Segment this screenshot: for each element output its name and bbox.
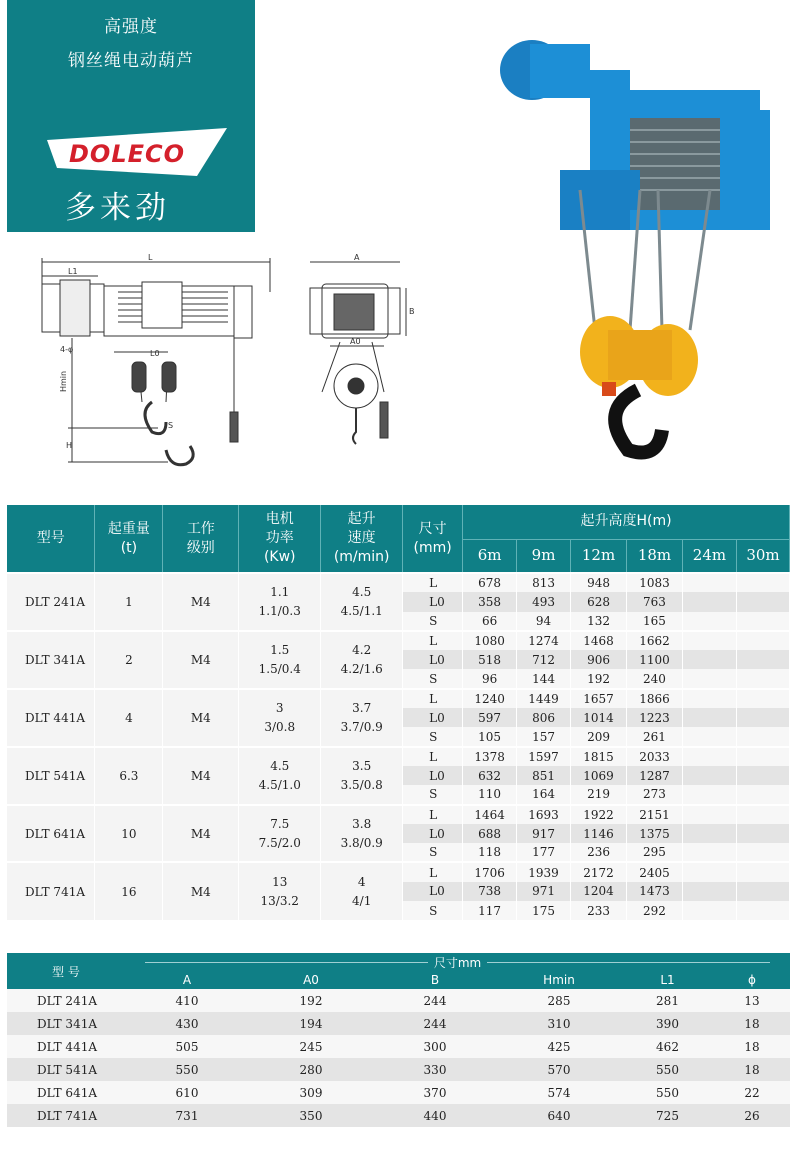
dim-cell-value: 430 xyxy=(125,1012,249,1035)
cell-load: 2 xyxy=(95,631,163,689)
cell-duty: M4 xyxy=(163,689,239,747)
cell-dim-value: 1464 xyxy=(463,805,517,824)
cell-dim-value: 1939 xyxy=(517,862,571,881)
cell-dim-value: 1069 xyxy=(571,766,627,785)
cell-dim-value: 110 xyxy=(463,785,517,804)
cell-speed: 4.2 4.2/1.6 xyxy=(321,631,403,689)
cell-dim-value xyxy=(682,650,736,669)
cell-dim-value: 1223 xyxy=(627,708,683,727)
header-height-3: 18m xyxy=(627,539,683,573)
cell-dim-value: 2405 xyxy=(627,862,683,881)
dim-cell-value: 310 xyxy=(497,1012,621,1035)
cell-model: DLT 541A xyxy=(7,747,95,805)
label-B: B xyxy=(409,307,415,316)
cell-dim-value xyxy=(736,785,789,804)
brand-chinese-name: 多来劲 xyxy=(65,190,170,226)
spec-table xyxy=(7,505,790,920)
cell-dim-value: 628 xyxy=(571,592,627,611)
cell-dim-value: 1100 xyxy=(627,650,683,669)
header-load: 起重量 (t) xyxy=(95,505,163,573)
cell-dim-value xyxy=(682,612,736,631)
cell-dim-value xyxy=(736,612,789,631)
cell-load: 1 xyxy=(95,573,163,631)
cell-dim-value: 806 xyxy=(517,708,571,727)
label-L0: L0 xyxy=(150,349,160,358)
cell-dim-value: 233 xyxy=(571,901,627,920)
cell-dim-key: S xyxy=(403,901,463,920)
cell-dim-value xyxy=(736,631,789,650)
cell-dim-value: 132 xyxy=(571,612,627,631)
cell-dim-value xyxy=(736,727,789,746)
dim-cell-value: 425 xyxy=(497,1035,621,1058)
header-lift-height: 起升高度H(m) xyxy=(463,505,790,539)
dim-cell-value: 550 xyxy=(621,1081,714,1104)
label-L1: L1 xyxy=(68,267,78,276)
cell-dim-value xyxy=(682,785,736,804)
dim-cell-model: DLT 741A xyxy=(7,1104,125,1127)
cell-dim-key: S xyxy=(403,612,463,631)
table-row xyxy=(7,862,790,881)
cell-motor: 1.1 1.1/0.3 xyxy=(239,573,321,631)
cell-dim-value: 209 xyxy=(571,727,627,746)
dim-header-col-2: B xyxy=(373,971,497,989)
table-row xyxy=(7,747,790,766)
label-L: L xyxy=(148,253,153,262)
cell-duty: M4 xyxy=(163,862,239,920)
cell-model: DLT 641A xyxy=(7,805,95,863)
cell-load: 10 xyxy=(95,805,163,863)
cell-dim-value: 295 xyxy=(627,843,683,862)
table-row xyxy=(7,1012,790,1035)
dim-cell-model: DLT 341A xyxy=(7,1012,125,1035)
cell-dim-value xyxy=(682,631,736,650)
cell-speed: 3.8 3.8/0.9 xyxy=(321,805,403,863)
cell-dim-value: 851 xyxy=(517,766,571,785)
table-row xyxy=(7,805,790,824)
cell-dim-value xyxy=(682,882,736,901)
cell-motor: 1.5 1.5/0.4 xyxy=(239,631,321,689)
label-H: H xyxy=(66,441,73,450)
cell-dim-key: L0 xyxy=(403,766,463,785)
cell-dim-value: 1706 xyxy=(463,862,517,881)
dim-cell-value: 505 xyxy=(125,1035,249,1058)
cell-dim-value: 971 xyxy=(517,882,571,901)
cell-dim-value xyxy=(682,573,736,592)
cell-dim-value: 1146 xyxy=(571,824,627,843)
dim-cell-value: 280 xyxy=(249,1058,373,1081)
side-view-drawing xyxy=(38,252,278,482)
header-speed: 起升 速度 (m/min) xyxy=(321,505,403,573)
dim-cell-value: 550 xyxy=(125,1058,249,1081)
dim-cell-value: 574 xyxy=(497,1081,621,1104)
cell-dim-value xyxy=(682,824,736,843)
dim-cell-value: 731 xyxy=(125,1104,249,1127)
cell-dim-value: 144 xyxy=(517,669,571,688)
table-row xyxy=(7,631,790,650)
cell-motor: 4.5 4.5/1.0 xyxy=(239,747,321,805)
dim-cell-value: 309 xyxy=(249,1081,373,1104)
cell-dim-value: 1378 xyxy=(463,747,517,766)
table-row xyxy=(7,1035,790,1058)
dim-cell-model: DLT 641A xyxy=(7,1081,125,1104)
cell-dim-value xyxy=(736,689,789,708)
cell-speed: 4.5 4.5/1.1 xyxy=(321,573,403,631)
cell-dim-value: 917 xyxy=(517,824,571,843)
cell-dim-value: 1468 xyxy=(571,631,627,650)
cell-dim-value: 1375 xyxy=(627,824,683,843)
label-4phi: 4-φ xyxy=(60,345,74,354)
cell-dim-value xyxy=(682,592,736,611)
cell-dim-value: 1204 xyxy=(571,882,627,901)
cell-motor: 7.5 7.5/2.0 xyxy=(239,805,321,863)
cell-duty: M4 xyxy=(163,631,239,689)
cell-dim-value xyxy=(736,901,789,920)
cell-dim-value: 597 xyxy=(463,708,517,727)
cell-dim-value xyxy=(736,882,789,901)
cell-motor: 3 3/0.8 xyxy=(239,689,321,747)
cell-dim-value xyxy=(682,766,736,785)
header-height-2: 12m xyxy=(571,539,627,573)
cell-dim-value xyxy=(736,650,789,669)
cell-duty: M4 xyxy=(163,573,239,631)
cell-dim-value: 813 xyxy=(517,573,571,592)
cell-dim-value: 1083 xyxy=(627,573,683,592)
cell-dim-value: 688 xyxy=(463,824,517,843)
cell-dim-value: 2172 xyxy=(571,862,627,881)
header-height-0: 6m xyxy=(463,539,517,573)
cell-dim-value: 948 xyxy=(571,573,627,592)
dim-cell-value: 725 xyxy=(621,1104,714,1127)
cell-load: 4 xyxy=(95,689,163,747)
cell-dim-value: 94 xyxy=(517,612,571,631)
cell-dim-value: 1866 xyxy=(627,689,683,708)
dim-cell-value: 440 xyxy=(373,1104,497,1127)
table-row xyxy=(7,1058,790,1081)
label-A0: A0 xyxy=(350,337,361,346)
cell-dim-value: 2033 xyxy=(627,747,683,766)
dim-cell-model: DLT 441A xyxy=(7,1035,125,1058)
dim-cell-value: 610 xyxy=(125,1081,249,1104)
cell-dim-value: 261 xyxy=(627,727,683,746)
dim-cell-value: 550 xyxy=(621,1058,714,1081)
cell-dim-value xyxy=(682,747,736,766)
dim-cell-value: 330 xyxy=(373,1058,497,1081)
dim-header-col-0: A xyxy=(125,971,249,989)
cell-load: 16 xyxy=(95,862,163,920)
cell-dim-value xyxy=(736,573,789,592)
header-height-5: 30m xyxy=(736,539,789,573)
cell-dim-value xyxy=(736,805,789,824)
cell-dim-value xyxy=(736,843,789,862)
header-height-4: 24m xyxy=(682,539,736,573)
cell-dim-value: 240 xyxy=(627,669,683,688)
label-Hmin: Hmin xyxy=(59,370,68,392)
dim-header-col-3: Hmin xyxy=(497,971,621,989)
cell-dim-value: 219 xyxy=(571,785,627,804)
cell-dim-value xyxy=(736,747,789,766)
cell-dim-key: L xyxy=(403,862,463,881)
cell-dim-value: 1449 xyxy=(517,689,571,708)
header-height-1: 9m xyxy=(517,539,571,573)
cell-dim-value: 1240 xyxy=(463,689,517,708)
cell-dim-key: L xyxy=(403,747,463,766)
dim-cell-value: 18 xyxy=(714,1058,790,1081)
dim-header-model: 型 号 xyxy=(7,953,125,989)
cell-model: DLT 441A xyxy=(7,689,95,747)
cell-dim-value: 175 xyxy=(517,901,571,920)
dim-cell-value: 13 xyxy=(714,989,790,1012)
dim-cell-value: 22 xyxy=(714,1081,790,1104)
cell-dim-value: 1287 xyxy=(627,766,683,785)
dim-cell-model: DLT 241A xyxy=(7,989,125,1012)
cell-dim-key: L0 xyxy=(403,650,463,669)
hoist-product-image xyxy=(490,30,780,460)
cell-dim-key: L xyxy=(403,631,463,650)
dim-cell-value: 410 xyxy=(125,989,249,1012)
dim-cell-value: 570 xyxy=(497,1058,621,1081)
cell-dim-value xyxy=(682,689,736,708)
cell-dim-value: 165 xyxy=(627,612,683,631)
cell-dim-value: 177 xyxy=(517,843,571,862)
cell-dim-value: 1014 xyxy=(571,708,627,727)
cell-dim-key: L xyxy=(403,689,463,708)
cell-dim-value xyxy=(682,843,736,862)
cell-dim-value xyxy=(682,805,736,824)
dim-cell-value: 370 xyxy=(373,1081,497,1104)
cell-speed: 4 4/1 xyxy=(321,862,403,920)
cell-dim-value xyxy=(682,901,736,920)
cell-dim-value: 493 xyxy=(517,592,571,611)
cell-dim-value: 118 xyxy=(463,843,517,862)
cell-dim-value xyxy=(736,592,789,611)
cell-dim-key: S xyxy=(403,727,463,746)
cell-dim-value xyxy=(736,862,789,881)
cell-dim-value: 236 xyxy=(571,843,627,862)
cell-dim-value: 1693 xyxy=(517,805,571,824)
cell-dim-value: 1597 xyxy=(517,747,571,766)
dim-header-col-1: A0 xyxy=(249,971,373,989)
cell-model: DLT 241A xyxy=(7,573,95,631)
dim-cell-value: 640 xyxy=(497,1104,621,1127)
cell-duty: M4 xyxy=(163,747,239,805)
dim-cell-value: 462 xyxy=(621,1035,714,1058)
dim-cell-value: 18 xyxy=(714,1035,790,1058)
cell-dim-value: 1662 xyxy=(627,631,683,650)
cell-dim-key: L0 xyxy=(403,824,463,843)
cell-motor: 13 13/3.2 xyxy=(239,862,321,920)
cell-dim-value: 192 xyxy=(571,669,627,688)
cell-dim-value: 66 xyxy=(463,612,517,631)
cell-dim-key: S xyxy=(403,785,463,804)
dim-cell-model: DLT 541A xyxy=(7,1058,125,1081)
brand-subtitle-2: 钢丝绳电动葫芦 xyxy=(68,51,194,71)
cell-dim-value: 518 xyxy=(463,650,517,669)
front-view-drawing xyxy=(300,252,420,452)
dimension-table xyxy=(7,953,790,1127)
cell-dim-key: L0 xyxy=(403,882,463,901)
cell-dim-value xyxy=(736,824,789,843)
cell-dim-key: L xyxy=(403,573,463,592)
cell-dim-value xyxy=(736,669,789,688)
cell-dim-key: L0 xyxy=(403,708,463,727)
cell-dim-key: S xyxy=(403,843,463,862)
cell-dim-value xyxy=(736,708,789,727)
cell-model: DLT 741A xyxy=(7,862,95,920)
label-A: A xyxy=(354,253,360,262)
dim-header-col-4: L1 xyxy=(621,971,714,989)
dim-cell-value: 192 xyxy=(249,989,373,1012)
dim-cell-value: 194 xyxy=(249,1012,373,1035)
dim-cell-value: 244 xyxy=(373,989,497,1012)
dim-cell-value: 26 xyxy=(714,1104,790,1127)
cell-dim-value: 712 xyxy=(517,650,571,669)
cell-dim-value: 1657 xyxy=(571,689,627,708)
dim-cell-value: 245 xyxy=(249,1035,373,1058)
cell-dim-value: 763 xyxy=(627,592,683,611)
cell-model: DLT 341A xyxy=(7,631,95,689)
cell-dim-value: 1815 xyxy=(571,747,627,766)
brand-subtitle-1: 高强度 xyxy=(104,17,158,37)
cell-speed: 3.7 3.7/0.9 xyxy=(321,689,403,747)
cell-dim-value: 678 xyxy=(463,573,517,592)
dim-cell-value: 285 xyxy=(497,989,621,1012)
dim-header-col-5: ϕ xyxy=(714,971,790,989)
cell-dim-value: 117 xyxy=(463,901,517,920)
header-model: 型号 xyxy=(7,505,95,573)
cell-dim-value: 906 xyxy=(571,650,627,669)
dim-cell-value: 300 xyxy=(373,1035,497,1058)
table-row xyxy=(7,573,790,592)
table-row xyxy=(7,1104,790,1127)
cell-dim-value: 1274 xyxy=(517,631,571,650)
cell-dim-value: 157 xyxy=(517,727,571,746)
brand-logo: DOLECO xyxy=(69,140,186,168)
cell-dim-value: 738 xyxy=(463,882,517,901)
brand-panel xyxy=(7,0,255,232)
cell-dim-value xyxy=(736,766,789,785)
cell-dim-value: 1922 xyxy=(571,805,627,824)
cell-dim-value xyxy=(682,862,736,881)
cell-duty: M4 xyxy=(163,805,239,863)
cell-dim-value: 1473 xyxy=(627,882,683,901)
dim-cell-value: 350 xyxy=(249,1104,373,1127)
cell-dim-value: 105 xyxy=(463,727,517,746)
cell-dim-key: S xyxy=(403,669,463,688)
cell-speed: 3.5 3.5/0.8 xyxy=(321,747,403,805)
dim-cell-value: 18 xyxy=(714,1012,790,1035)
dim-cell-value: 281 xyxy=(621,989,714,1012)
table-row xyxy=(7,989,790,1012)
cell-load: 6.3 xyxy=(95,747,163,805)
cell-dim-value xyxy=(682,669,736,688)
table-row xyxy=(7,1081,790,1104)
cell-dim-value: 273 xyxy=(627,785,683,804)
cell-dim-value xyxy=(682,708,736,727)
cell-dim-value: 2151 xyxy=(627,805,683,824)
cell-dim-key: L0 xyxy=(403,592,463,611)
dim-header-group: 尺寸mm xyxy=(125,953,790,971)
cell-dim-value: 292 xyxy=(627,901,683,920)
dim-cell-value: 390 xyxy=(621,1012,714,1035)
dim-cell-value: 244 xyxy=(373,1012,497,1035)
header-size: 尺寸 (mm) xyxy=(403,505,463,573)
label-S: S xyxy=(168,421,174,430)
cell-dim-key: L xyxy=(403,805,463,824)
header-duty: 工作 级别 xyxy=(163,505,239,573)
cell-dim-value: 96 xyxy=(463,669,517,688)
cell-dim-value: 1080 xyxy=(463,631,517,650)
cell-dim-value xyxy=(682,727,736,746)
header-motor: 电机 功率 (Kw) xyxy=(239,505,321,573)
cell-dim-value: 358 xyxy=(463,592,517,611)
cell-dim-value: 164 xyxy=(517,785,571,804)
table-row xyxy=(7,689,790,708)
cell-dim-value: 632 xyxy=(463,766,517,785)
